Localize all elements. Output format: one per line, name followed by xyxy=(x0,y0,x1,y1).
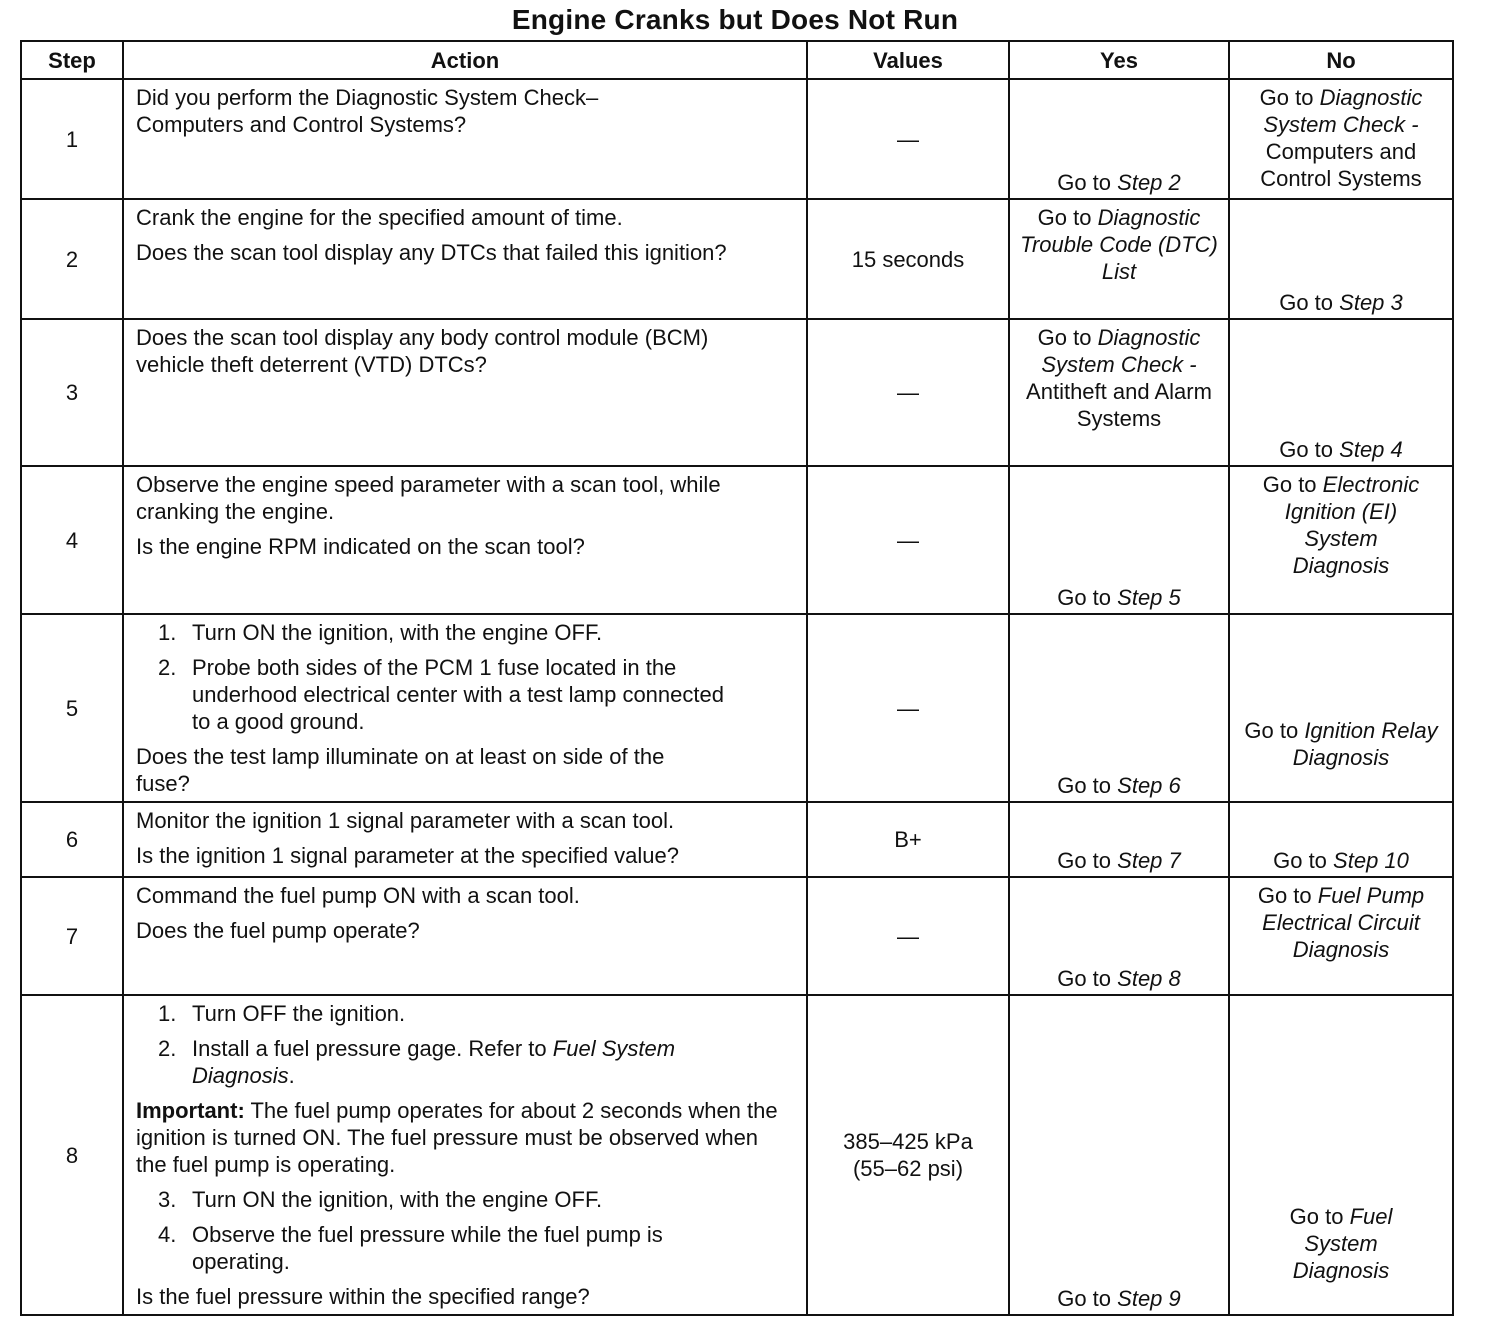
action-question: Is the engine RPM indicated on the scan tool? xyxy=(136,534,585,559)
table-row xyxy=(21,802,1453,877)
list-text: Turn ON the ignition, with the engine OFF. xyxy=(192,1187,603,1212)
go-to-label: Go to xyxy=(1057,966,1112,991)
yes-reference: Step 7 xyxy=(1117,848,1181,873)
list-number: 2. xyxy=(158,1036,177,1061)
list-item xyxy=(136,654,794,735)
table-row xyxy=(21,995,1453,1315)
table-row xyxy=(21,466,1453,614)
list-text: Observe the fuel pressure while the fuel pump is operating. xyxy=(192,1222,663,1274)
go-to-label: Go to xyxy=(1273,848,1327,873)
value-cell: — xyxy=(807,319,1009,466)
header-row xyxy=(21,41,1453,79)
no-reference: Step 4 xyxy=(1339,437,1403,462)
important-note xyxy=(136,1097,794,1178)
step-number: 5 xyxy=(21,614,123,802)
go-to-label: Go to xyxy=(1279,290,1334,315)
no-reference: Step 3 xyxy=(1339,290,1403,315)
step-number: 8 xyxy=(21,995,123,1315)
no-cell xyxy=(1229,319,1453,466)
table-row xyxy=(21,79,1453,199)
no-cell xyxy=(1229,466,1453,614)
header-step: Step xyxy=(21,41,123,79)
action-text: Did you perform the Diagnostic System Check–Computers and Control Systems? xyxy=(136,85,599,137)
list-number: 1. xyxy=(158,620,177,645)
important-text: The fuel pump operates for about 2 seconds when the ignition is turned ON. The fuel pressure must be observed when the fuel pump is operating. xyxy=(136,1098,778,1177)
value-cell: B+ xyxy=(807,802,1009,877)
action-cell xyxy=(123,614,807,802)
no-cell xyxy=(1229,802,1453,877)
list-item xyxy=(136,1035,794,1089)
yes-reference-plain: Antitheft and Alarm Systems xyxy=(1026,379,1212,431)
header-yes: Yes xyxy=(1009,41,1229,79)
step-number: 7 xyxy=(21,877,123,995)
list-text: Turn ON the ignition, with the engine OFF. xyxy=(192,620,603,645)
yes-reference: Diagnostic System Check - xyxy=(1041,325,1201,377)
list-item xyxy=(136,619,794,646)
go-to-label: Go to xyxy=(1279,437,1334,462)
go-to-label: Go to xyxy=(1262,472,1317,497)
value-cell: — xyxy=(807,614,1009,802)
header-values: Values xyxy=(807,41,1009,79)
yes-reference: Step 5 xyxy=(1117,585,1181,610)
table-row xyxy=(21,877,1453,995)
table-row xyxy=(21,319,1453,466)
no-reference-plain: Computers and Control Systems xyxy=(1260,139,1422,191)
go-to-label: Go to xyxy=(1057,585,1112,610)
yes-reference: Diagnostic Trouble Code (DTC) List xyxy=(1020,205,1218,284)
action-question: Does the test lamp illuminate on at least on side of the fuse? xyxy=(136,744,665,796)
action-text: Crank the engine for the specified amount of time. xyxy=(136,205,623,230)
important-label: Important: xyxy=(136,1098,245,1123)
no-reference: Ignition Relay Diagnosis xyxy=(1292,718,1438,770)
fuel-system-reference: Fuel System Diagnosis xyxy=(192,1036,676,1088)
yes-cell xyxy=(1009,466,1229,614)
action-text: Does the scan tool display any body control module (BCM) vehicle theft deterrent (VTD) DTCs? xyxy=(136,325,709,377)
yes-cell xyxy=(1009,319,1229,466)
yes-reference: Step 6 xyxy=(1117,773,1181,798)
diagnostic-table xyxy=(20,40,1454,1316)
list-number: 3. xyxy=(158,1187,177,1212)
table-row xyxy=(21,614,1453,802)
list-text xyxy=(192,1035,794,1089)
no-cell xyxy=(1229,79,1453,199)
yes-cell xyxy=(1009,199,1229,319)
list-item xyxy=(136,1000,794,1027)
yes-cell xyxy=(1009,877,1229,995)
no-reference: Electronic Ignition (EI) System Diagnosis xyxy=(1284,472,1420,578)
no-reference: Fuel Pump Electrical Circuit Diagnosis xyxy=(1262,883,1425,962)
action-cell xyxy=(123,319,807,466)
go-to-label: Go to xyxy=(1289,1204,1344,1229)
yes-cell xyxy=(1009,614,1229,802)
action-text: Observe the engine speed parameter with a scan tool, while cranking the engine. xyxy=(136,472,721,524)
yes-cell xyxy=(1009,995,1229,1315)
list-item xyxy=(136,1186,794,1213)
yes-reference: Step 2 xyxy=(1117,170,1181,195)
value-cell: — xyxy=(807,877,1009,995)
list-text: Probe both sides of the PCM 1 fuse located in the underhood electrical center with a test lamp connected to a good ground. xyxy=(192,655,724,734)
value-kpa: 385–425 kPa xyxy=(843,1129,973,1154)
table-row xyxy=(21,199,1453,319)
action-cell xyxy=(123,802,807,877)
no-cell xyxy=(1229,199,1453,319)
action-question: Does the fuel pump operate? xyxy=(136,918,420,943)
step-number: 6 xyxy=(21,802,123,877)
yes-reference: Step 8 xyxy=(1117,966,1181,991)
page-title: Engine Cranks but Does Not Run xyxy=(511,4,959,35)
action-text: Command the fuel pump ON with a scan tool. xyxy=(136,883,580,908)
go-to-label: Go to xyxy=(1259,85,1314,110)
no-cell xyxy=(1229,877,1453,995)
list-item xyxy=(136,1221,794,1275)
action-cell xyxy=(123,466,807,614)
action-question: Does the scan tool display any DTCs that failed this ignition? xyxy=(136,240,727,265)
no-cell xyxy=(1229,614,1453,802)
go-to-label: Go to xyxy=(1244,718,1299,743)
list-text-part: Install a fuel pressure gage. Refer to xyxy=(192,1036,547,1061)
list-text: Turn OFF the ignition. xyxy=(192,1001,406,1026)
go-to-label: Go to xyxy=(1057,773,1112,798)
header-no: No xyxy=(1229,41,1453,79)
step-number: 3 xyxy=(21,319,123,466)
no-reference: Fuel System Diagnosis xyxy=(1292,1204,1393,1283)
go-to-label: Go to xyxy=(1057,848,1112,873)
header-action: Action xyxy=(123,41,807,79)
list-text-end: . xyxy=(288,1063,295,1088)
step-number: 2 xyxy=(21,199,123,319)
action-cell xyxy=(123,995,807,1315)
action-text: Monitor the ignition 1 signal parameter with a scan tool. xyxy=(136,808,675,833)
no-reference: Diagnostic System Check - xyxy=(1263,85,1423,137)
action-question: Is the ignition 1 signal parameter at the specified value? xyxy=(136,843,679,868)
value-cell: — xyxy=(807,466,1009,614)
go-to-label: Go to xyxy=(1037,205,1092,230)
yes-cell xyxy=(1009,79,1229,199)
action-cell xyxy=(123,199,807,319)
action-question: Is the fuel pressure within the specified range? xyxy=(136,1284,590,1309)
action-cell xyxy=(123,79,807,199)
value-cell: 15 seconds xyxy=(807,199,1009,319)
value-cell xyxy=(807,995,1009,1315)
yes-reference: Step 9 xyxy=(1117,1286,1181,1311)
go-to-label: Go to xyxy=(1037,325,1092,350)
list-number: 2. xyxy=(158,655,177,680)
yes-cell xyxy=(1009,802,1229,877)
no-cell xyxy=(1229,995,1453,1315)
list-number: 4. xyxy=(158,1222,177,1247)
no-reference: Step 10 xyxy=(1333,848,1409,873)
step-number: 1 xyxy=(21,79,123,199)
action-cell xyxy=(123,877,807,995)
go-to-label: Go to xyxy=(1257,883,1312,908)
step-number: 4 xyxy=(21,466,123,614)
list-number: 1. xyxy=(158,1001,177,1026)
value-psi: (55–62 psi) xyxy=(852,1156,964,1181)
go-to-label: Go to xyxy=(1057,1286,1112,1311)
go-to-label: Go to xyxy=(1057,170,1112,195)
value-cell: — xyxy=(807,79,1009,199)
